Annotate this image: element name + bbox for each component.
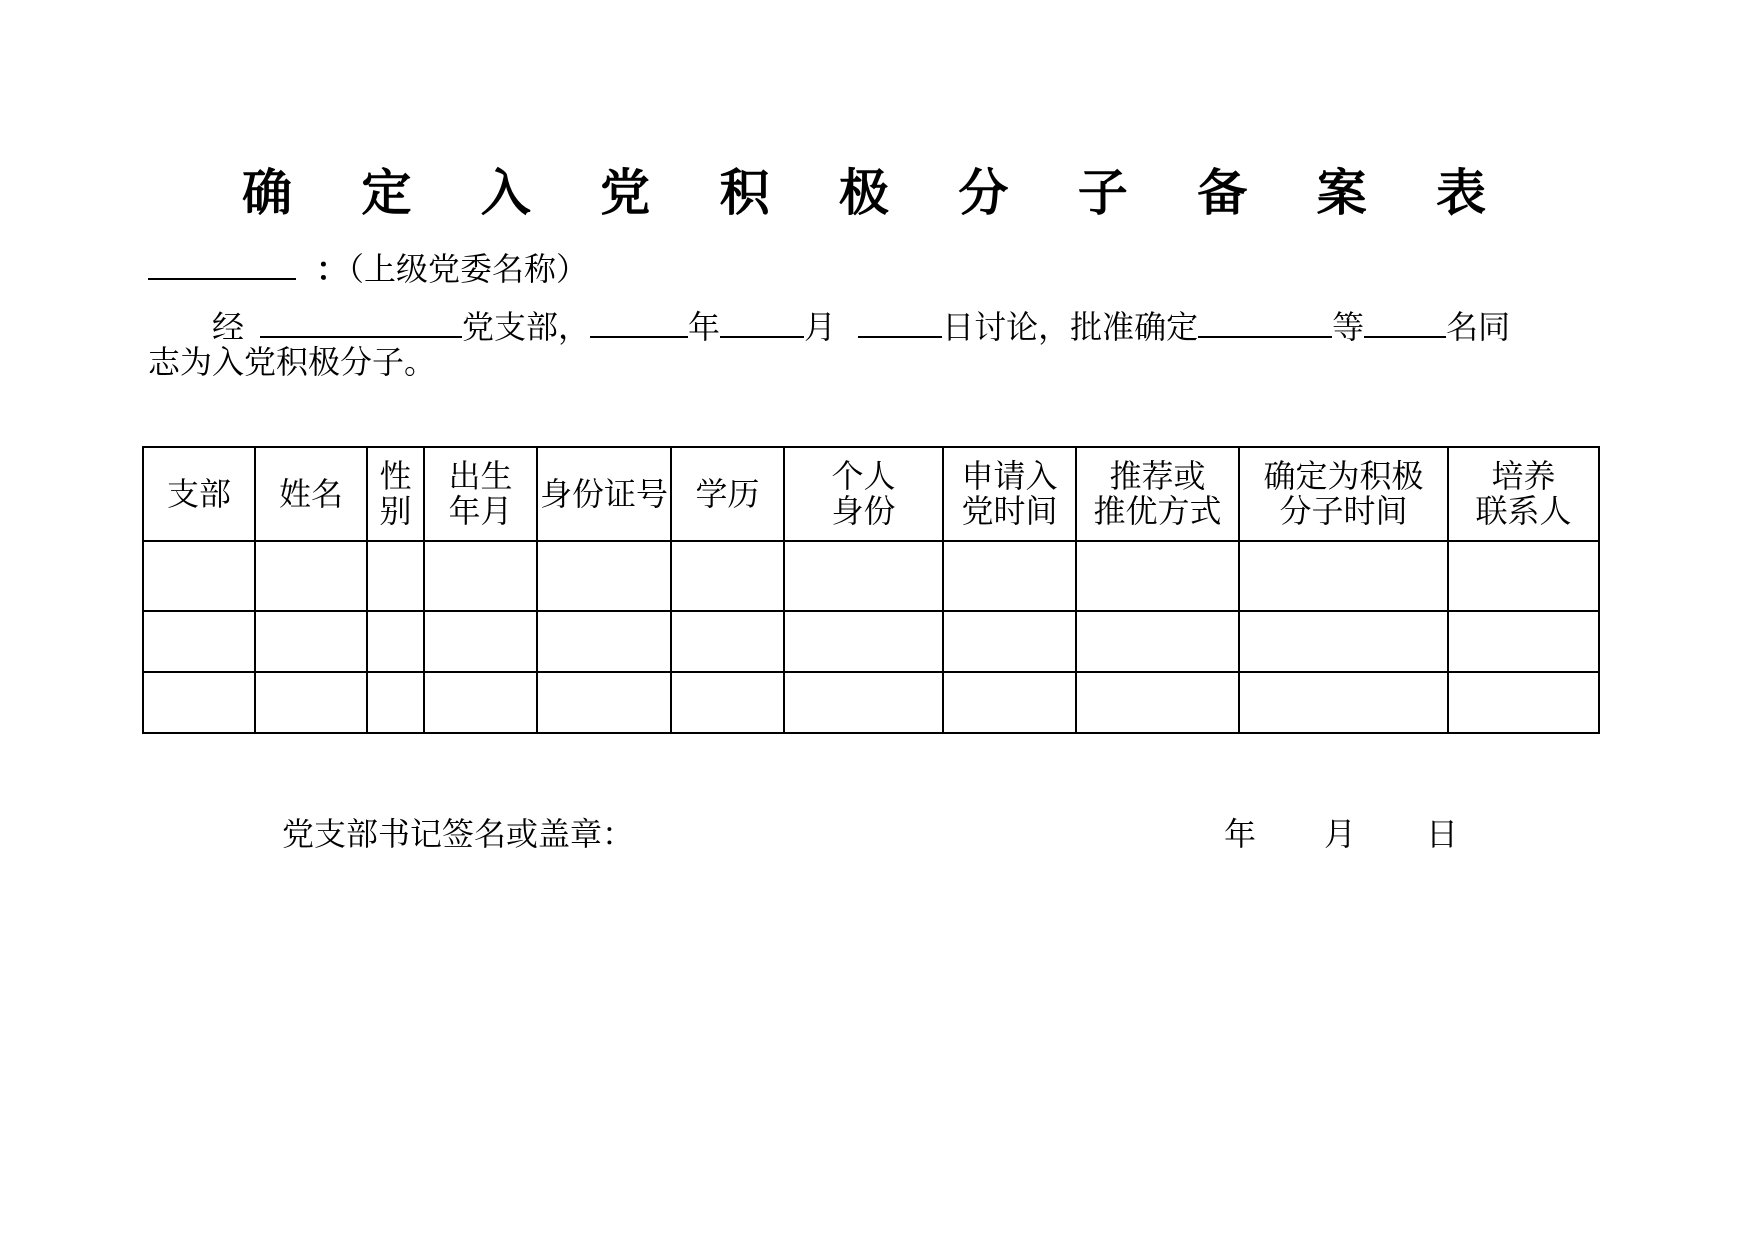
count-blank[interactable]	[1364, 306, 1446, 338]
body-line-2: 志为入党积极分子。	[148, 343, 437, 381]
record-table	[142, 446, 1600, 734]
table-cell[interactable]	[943, 672, 1076, 733]
table-cell[interactable]	[671, 611, 784, 672]
table-cell[interactable]	[1076, 541, 1239, 611]
table-cell[interactable]	[1239, 611, 1448, 672]
table-cell[interactable]	[671, 672, 784, 733]
table-cell[interactable]	[1448, 541, 1599, 611]
header-contact-person: 培养 联系人	[1448, 447, 1599, 541]
body-month: 月	[804, 308, 837, 346]
table-cell[interactable]	[367, 611, 424, 672]
table-cell[interactable]	[255, 541, 367, 611]
header-recommend-method: 推荐或 推优方式	[1076, 447, 1239, 541]
header-education: 学历	[671, 447, 784, 541]
table-cell[interactable]	[943, 541, 1076, 611]
table-cell[interactable]	[943, 611, 1076, 672]
month-blank[interactable]	[720, 306, 804, 338]
footer-month: 月	[1324, 815, 1357, 853]
table-cell[interactable]	[367, 672, 424, 733]
header-confirm-time: 确定为积极 分子时间	[1239, 447, 1448, 541]
table-cell[interactable]	[424, 541, 537, 611]
signature-label: 党支部书记签名或盖章：	[282, 815, 635, 853]
footer-year: 年	[1224, 815, 1257, 853]
header-identity: 个人 身份	[784, 447, 943, 541]
table-cell[interactable]	[784, 541, 943, 611]
table-cell[interactable]	[537, 541, 671, 611]
table-cell[interactable]	[1076, 611, 1239, 672]
table-cell[interactable]	[143, 611, 255, 672]
table-cell[interactable]	[143, 541, 255, 611]
body-year: 年	[688, 308, 721, 346]
table-cell[interactable]	[255, 611, 367, 672]
addressee-colon: ：	[316, 250, 349, 288]
table-cell[interactable]	[784, 611, 943, 672]
header-application-time: 申请入 党时间	[943, 447, 1076, 541]
table-cell[interactable]	[1448, 672, 1599, 733]
header-id-number: 身份证号	[537, 447, 671, 541]
table-cell[interactable]	[1239, 541, 1448, 611]
table-row	[143, 541, 1599, 611]
branch-name-blank[interactable]	[260, 306, 462, 338]
header-birth: 出生 年月	[424, 447, 537, 541]
header-branch: 支部	[143, 447, 255, 541]
party-committee-blank[interactable]	[148, 248, 296, 280]
table-cell[interactable]	[784, 672, 943, 733]
day-blank[interactable]	[858, 306, 942, 338]
body-deng: 等	[1332, 308, 1365, 346]
table-cell[interactable]	[255, 672, 367, 733]
header-name: 姓名	[255, 447, 367, 541]
year-blank[interactable]	[590, 306, 688, 338]
table-cell[interactable]	[1076, 672, 1239, 733]
table-cell[interactable]	[143, 672, 255, 733]
table-cell[interactable]	[537, 672, 671, 733]
body-ming-tong: 名同	[1446, 308, 1511, 346]
table-cell[interactable]	[537, 611, 671, 672]
body-prefix: 经	[212, 308, 245, 346]
addressee-note: （上级党委名称）	[348, 250, 589, 288]
table-cell[interactable]	[424, 672, 537, 733]
body-branch-suffix: 党支部，	[462, 308, 591, 346]
header-gender: 性 别	[367, 447, 424, 541]
names-blank[interactable]	[1198, 306, 1332, 338]
form-title: 确 定 入 党 积 极 分 子 备 案 表	[241, 163, 1513, 222]
table-row	[143, 672, 1599, 733]
table-cell[interactable]	[424, 611, 537, 672]
table-cell[interactable]	[1448, 611, 1599, 672]
table-row	[143, 611, 1599, 672]
footer-day: 日	[1426, 815, 1459, 853]
table-cell[interactable]	[671, 541, 784, 611]
body-day-text: 日讨论，批准确定	[942, 308, 1199, 346]
table-cell[interactable]	[367, 541, 424, 611]
addressee-line	[148, 248, 588, 289]
table-header-row	[143, 447, 1599, 541]
body-line-1	[148, 306, 1510, 347]
table-cell[interactable]	[1239, 672, 1448, 733]
